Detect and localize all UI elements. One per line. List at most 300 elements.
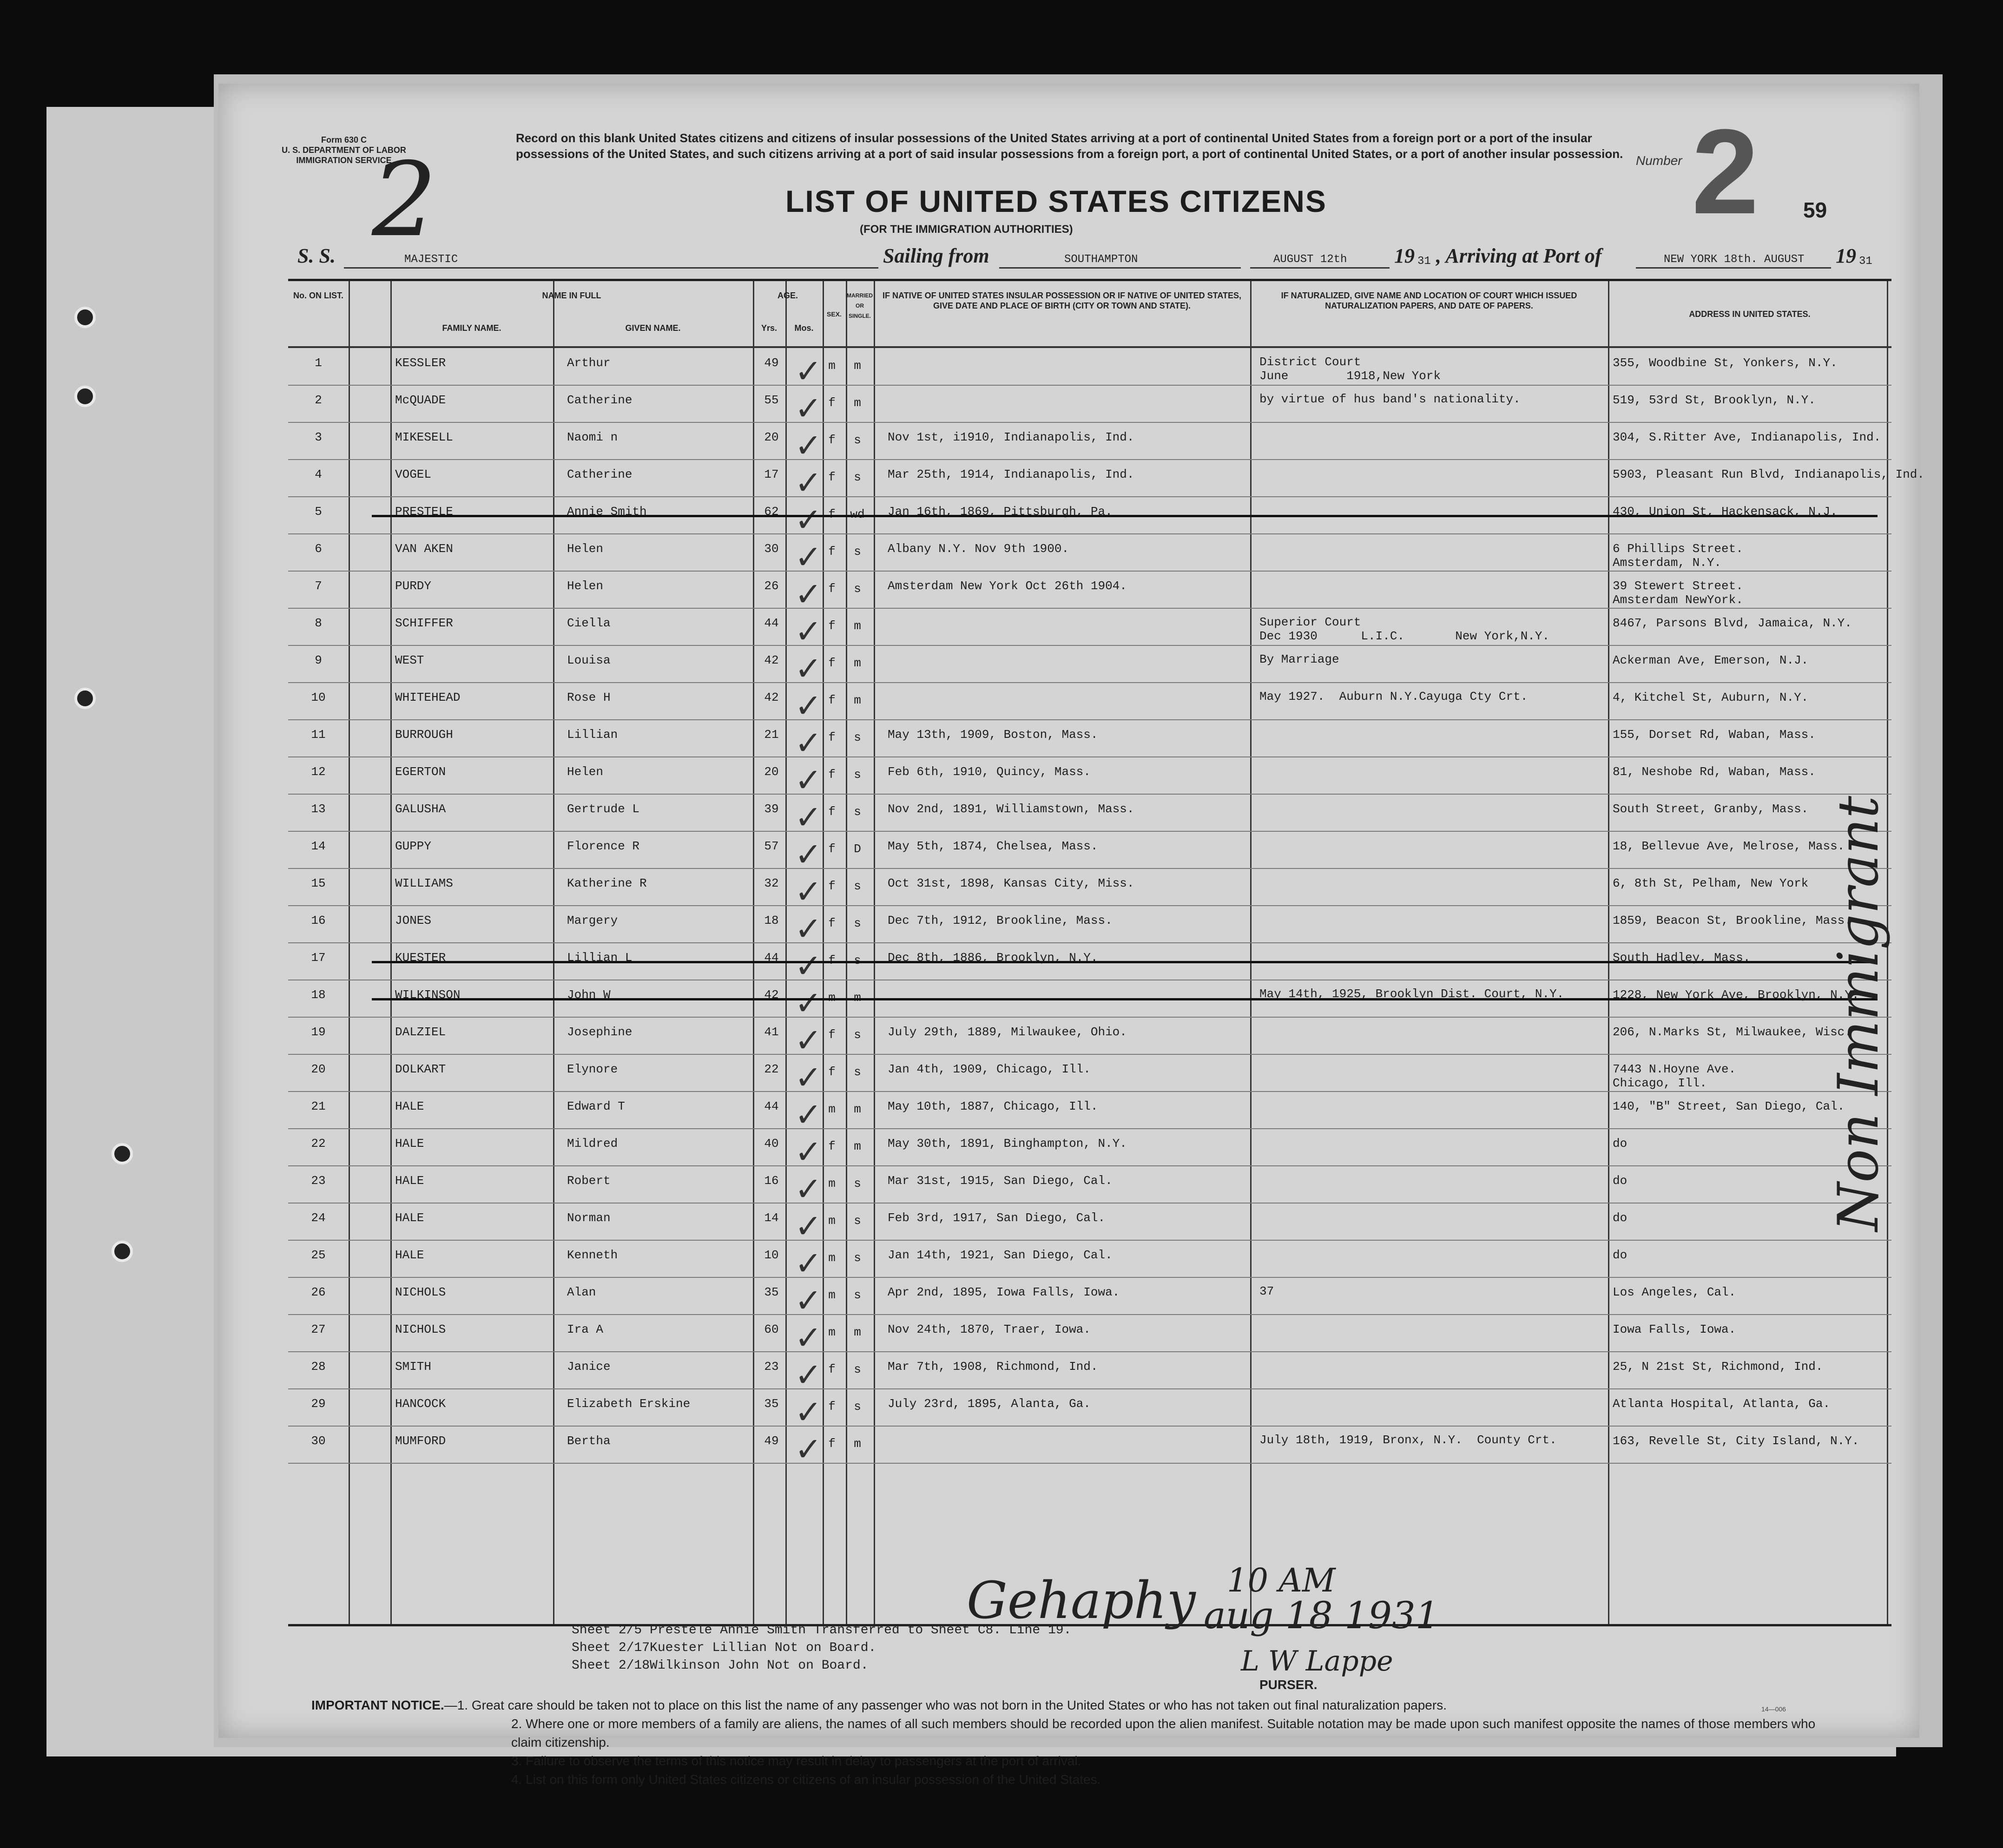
marital-status: s [854,954,861,967]
row-number: 25 [311,1248,326,1262]
us-address: 519, 53rd St, Brooklyn, N.Y. [1613,393,1816,407]
transfer-note: Sheet 2/5 Prestele Annie Smith Transferred to Sheet C8. Line 19. [572,1623,1072,1638]
table-row [288,349,1891,390]
sex: f [828,582,836,596]
check-mark-icon: ✓ [795,761,822,799]
age: 20 [764,765,779,779]
family-name: HALE [395,1211,424,1225]
family-name: DOLKART [395,1062,446,1076]
given-name: Elizabeth Erskine [567,1397,691,1411]
birth-info: Mar 31st, 1915, San Diego, Cal. [888,1174,1113,1188]
record-instructions: Record on this blank United States citizens and citizens of insular possessions of the United States arriving at a port of continental United States from a foreign port or a port of the insular possessions of the United States, and such citizens arriving at a port of said insular possessions from a foreign port, a port of continental United States, or a port of another insular possession. [516,131,1623,161]
year-2: 31 [1859,255,1872,268]
departure-date: AUGUST 12th [1273,253,1347,266]
header-family-name: FAMILY NAME. [442,323,501,333]
marital-status: s [854,1214,861,1228]
birth-info: May 5th, 1874, Chelsea, Mass. [888,839,1098,853]
check-mark-icon: ✓ [795,352,822,390]
form-number: Form 630 C [321,135,367,145]
birth-info: Jan 4th, 1909, Chicago, Ill. [888,1062,1091,1076]
header-married: MARRIED OR SINGLE. [847,292,873,319]
age: 17 [764,467,779,481]
marital-status: s [854,1028,861,1042]
family-name: McQUADE [395,393,446,407]
table-row [288,646,1891,688]
age: 32 [764,876,779,890]
row-number: 24 [311,1211,326,1225]
marital-status: s [854,1251,861,1265]
check-mark-icon: ✓ [795,1430,822,1468]
row-number: 29 [311,1397,326,1411]
age: 60 [764,1322,779,1336]
date-stamp: aug 18 1931 [1204,1594,1439,1637]
marital-status: s [854,1288,861,1302]
age: 49 [764,1434,779,1448]
us-address: 5903, Pleasant Run Blvd, Indianapolis, Ind. [1613,467,1924,481]
binder-hole [74,386,96,407]
check-mark-icon: ✓ [795,724,822,762]
given-name: Josephine [567,1025,633,1039]
age: 35 [764,1285,779,1299]
sex: f [828,768,836,782]
table-row [288,460,1924,502]
header-yrs: Yrs. [761,323,777,333]
marital-status: m [854,991,861,1005]
birth-info: Amsterdam New York Oct 26th 1904. [888,579,1127,593]
birth-info: Mar 25th, 1914, Indianapolis, Ind. [888,467,1134,481]
row-number: 5 [315,505,322,519]
table-row [288,1055,1891,1097]
given-name: Ciella [567,616,611,630]
header-sex: SEX. [827,310,842,318]
check-mark-icon: ✓ [795,1356,822,1394]
us-address: 4, Kitchel St, Auburn, N.Y. [1613,691,1809,704]
age: 44 [764,1099,779,1113]
family-name: VOGEL [395,467,432,481]
check-mark-icon: ✓ [795,501,822,539]
birth-info: Feb 6th, 1910, Quincy, Mass. [888,765,1091,779]
sex: f [828,916,836,930]
family-name: MUMFORD [395,1434,446,1448]
birth-info: May 30th, 1891, Binghampton, N.Y. [888,1137,1127,1151]
strike-through-line [372,998,1878,1000]
row-number: 15 [311,876,326,890]
check-mark-icon: ✓ [795,947,822,985]
row-number: 13 [311,802,326,816]
us-address: 8467, Parsons Blvd, Jamaica, N.Y. [1613,616,1852,630]
family-name: HALE [395,1248,424,1262]
us-address: 6, 8th St, Pelham, New York [1613,876,1809,890]
marital-status: m [854,1139,861,1153]
row-number: 3 [315,430,322,444]
age: 49 [764,356,779,370]
birth-info: Apr 2nd, 1895, Iowa Falls, Iowa. [888,1285,1120,1299]
table-row [288,497,1891,539]
row-number: 30 [311,1434,326,1448]
naturalization-info: 37 [1259,1284,1274,1298]
table-row [288,1389,1891,1431]
us-address: 81, Neshobe Rd, Waban, Mass. [1613,765,1816,779]
age: 57 [764,839,779,853]
marital-status: m [854,693,861,707]
notice-heading: IMPORTANT NOTICE. [311,1698,444,1712]
given-name: Annie Smith [567,505,647,519]
row-number: 6 [315,542,322,556]
given-name: Bertha [567,1434,611,1448]
family-name: VAN AKEN [395,542,453,556]
family-name: NICHOLS [395,1322,446,1336]
check-mark-icon: ✓ [795,798,822,836]
birth-info: Dec 8th, 1886, Brooklyn, N.Y. [888,951,1098,965]
sex: m [828,1214,836,1228]
age: 55 [764,393,779,407]
marital-status: m [854,1102,861,1116]
row-number: 21 [311,1099,326,1113]
family-name: HALE [395,1174,424,1188]
us-address: 39 Stewert Street. Amsterdam NewYork. [1613,579,1743,607]
check-mark-icon: ✓ [795,1133,822,1171]
passenger-table [288,279,1924,1626]
row-number: 2 [315,393,322,407]
given-name: Catherine [567,393,633,407]
purser-signature: L W Lappe [1241,1645,1393,1677]
table-row [288,1427,1891,1468]
family-name: MIKESELL [395,430,453,444]
family-name: EGERTON [395,765,446,779]
family-name: HANCOCK [395,1397,446,1411]
family-name: GALUSHA [395,802,446,816]
table-row [288,1315,1891,1357]
table-row [288,423,1891,465]
given-name: Florence R [567,839,640,853]
check-mark-icon: ✓ [795,1319,822,1357]
sex: f [828,1139,836,1153]
table-row [288,572,1891,613]
check-mark-icon: ✓ [795,1170,822,1208]
header-birth: IF NATIVE OF UNITED STATES INSULAR POSSESSION OR IF NATIVE OF UNITED STATES, GIVE DATE AND PLACE OF BIRTH (CITY OR TOWN AND STATE). [882,291,1242,310]
naturalization-info: July 18th, 1919, Bronx, N.Y. County Crt. [1259,1433,1557,1447]
age: 42 [764,653,779,667]
marital-status: D [854,842,861,856]
sex: f [828,545,836,559]
us-address: 1228, New York Ave, Brooklyn, N.Y. [1613,988,1859,1002]
marital-status: m [854,656,861,670]
sex: m [828,991,836,1005]
sex: f [828,433,836,447]
check-mark-icon: ✓ [795,464,822,502]
birth-info: Nov 24th, 1870, Traer, Iowa. [888,1322,1091,1336]
row-number: 18 [311,988,326,1002]
us-address: 163, Revelle St, City Island, N.Y. [1613,1434,1859,1448]
table-row [288,720,1891,762]
table-row [288,609,1891,651]
age: 40 [764,1137,779,1151]
naturalization-info: May 1927. Auburn N.Y.Cayuga Cty Crt. [1259,690,1528,704]
check-mark-icon: ✓ [795,650,822,688]
check-mark-icon: ✓ [795,1096,822,1134]
us-address: 1859, Beacon St, Brookline, Mass. [1613,914,1852,927]
family-name: WEST [395,653,424,667]
table-row [288,1129,1891,1171]
sex: f [828,954,836,967]
marital-status: s [854,879,861,893]
row-number: 20 [311,1062,326,1076]
age: 42 [764,691,779,704]
family-name: KUESTER [395,951,446,965]
sex: m [828,1325,836,1339]
inspector-signature: Gehaphy [967,1571,1196,1630]
row-number: 12 [311,765,326,779]
given-name: Helen [567,542,604,556]
row-number: 22 [311,1137,326,1151]
age: 10 [764,1248,779,1262]
age: 44 [764,616,779,630]
family-name: WHITEHEAD [395,691,461,704]
us-address: do [1613,1211,1627,1225]
sex: m [828,1288,836,1302]
given-name: Alan [567,1285,596,1299]
table-row [288,1204,1891,1245]
sex: f [828,1362,836,1376]
us-address: 355, Woodbine St, Yonkers, N.Y. [1613,356,1838,370]
age: 20 [764,430,779,444]
sex: f [828,619,836,633]
sex: f [828,396,836,410]
naturalization-info: Superior Court Dec 1930 L.I.C. New York,N.Y. [1259,615,1550,643]
marital-status: s [854,433,861,447]
header-naturalized: IF NATURALIZED, GIVE NAME AND LOCATION OF COURT WHICH ISSUED NATURALIZATION PAPERS, AND DATE OF PAPERS. [1281,291,1577,310]
birth-info: Jan 16th, 1869, Pittsburgh, Pa. [888,505,1113,519]
naturalization-info: by virtue of hus band's nationality. [1259,392,1521,406]
family-name: WILKINSON [395,988,461,1002]
age: 42 [764,988,779,1002]
table-row [288,1018,1891,1059]
us-address: 155, Dorset Rd, Waban, Mass. [1613,728,1816,742]
given-name: Rose H [567,691,611,704]
birth-info: Dec 7th, 1912, Brookline, Mass. [888,914,1113,927]
us-address: Iowa Falls, Iowa. [1613,1322,1736,1336]
transfer-note: Sheet 2/18Wilkinson John Not on Board. [572,1658,869,1673]
check-mark-icon: ✓ [795,1021,822,1059]
row-number: 8 [315,616,322,630]
table-row [288,832,1891,874]
margin-note: Non Immigrant [1826,796,1891,1231]
family-name: PRESTELE [395,505,453,519]
family-name: NICHOLS [395,1285,446,1299]
page-number: 59 [1803,198,1827,222]
notice-item: 2. Where one or more members of a family are aliens, the names of all such members should be recorded upon the alien manifest. Suitable notation may be made upon such manifest opposite the names of those members who claim citizenship. [511,1716,1816,1749]
arriving-label: , Arriving at Port of [1436,244,1602,267]
marital-status: s [854,545,861,559]
sex: f [828,693,836,707]
age: 18 [764,914,779,927]
manifest-sheet [218,84,1924,1787]
binder-hole [74,307,96,328]
sheet-number: 2 [1692,105,1759,239]
strike-through-line [372,961,1878,963]
table-row [288,906,1891,948]
sex: f [828,1400,836,1414]
marital-status: s [854,582,861,596]
given-name: Lillian L [567,951,633,965]
page-subtitle: (FOR THE IMMIGRATION AUTHORITIES) [860,223,1073,236]
marital-status: s [854,916,861,930]
sex: f [828,470,836,484]
given-name: Robert [567,1174,611,1188]
marital-status: m [854,359,861,373]
sex: f [828,507,836,521]
header-given-name: GIVEN NAME. [625,323,681,333]
sex: f [828,1028,836,1042]
family-name: SMITH [395,1360,432,1374]
header-name-in-full: NAME IN FULL [542,291,601,300]
table-row [288,795,1891,836]
marital-status: wd [850,507,865,521]
sex: f [828,1065,836,1079]
header-address: ADDRESS IN UNITED STATES. [1689,309,1811,319]
ss-label: S. S. [297,244,336,267]
header-age: AGE. [777,291,798,300]
row-number: 11 [311,728,326,742]
department: U. S. DEPARTMENT OF LABOR [282,145,406,155]
us-address: Atlanta Hospital, Atlanta, Ga. [1613,1397,1831,1411]
table-row [288,757,1891,799]
table-row [288,1166,1891,1208]
age: 35 [764,1397,779,1411]
age: 16 [764,1174,779,1188]
given-name: Edward T [567,1099,625,1113]
important-notice: IMPORTANT NOTICE.—1. Great care should be taken not to place on this list the name of any passenger who was not born in the United States or who has not taken out final naturalization papers. 2. Where one or more members of a family are aliens, the names of all such members should be recorded upon the alien manifest. Suitable notation may be made upon such manifest opposite the names of those members who claim citizenship. 3. Failure to observe the terms of this notice may result in delay to passengers at the port of arrival. 4. List on this form only United States citizens or citizens of an insular possession of the United States. [311,1696,1845,1789]
marital-status: s [854,1065,861,1079]
sex: f [828,656,836,670]
given-name: Norman [567,1211,611,1225]
marital-status: m [854,1325,861,1339]
transfer-note: Sheet 2/17Kuester Lillian Not on Board. [572,1641,876,1655]
check-mark-icon: ✓ [795,873,822,911]
us-address: 304, S.Ritter Ave, Indianapolis, Ind. [1613,430,1881,444]
age: 62 [764,505,779,519]
birth-info: May 10th, 1887, Chicago, Ill. [888,1099,1098,1113]
check-mark-icon: ✓ [795,612,822,651]
sex: m [828,1177,836,1190]
check-mark-icon: ✓ [795,835,822,874]
year-prefix-1: 19 [1394,244,1415,267]
row-number: 26 [311,1285,326,1299]
row-number: 9 [315,653,322,667]
us-address: 7443 N.Hoyne Ave. Chicago, Ill. [1613,1062,1736,1090]
us-address: South Street, Granby, Mass. [1613,802,1809,816]
given-name: Elynore [567,1062,618,1076]
given-name: Margery [567,914,618,927]
notice-item: 3. Failure to observe the terms of this notice may result in delay to passengers at the port of arrival. [511,1754,1081,1768]
check-mark-icon: ✓ [795,1207,822,1245]
sex: m [828,359,836,373]
age: 14 [764,1211,779,1225]
family-name: KESSLER [395,356,446,370]
departure-port: SOUTHAMPTON [1064,253,1138,266]
marital-status: s [854,730,861,744]
check-mark-icon: ✓ [795,389,822,427]
marital-status: s [854,768,861,782]
table-row [288,1352,1891,1394]
given-name: Lillian [567,728,618,742]
table-row [288,1241,1891,1282]
given-name: Catherine [567,467,633,481]
given-name: Janice [567,1360,611,1374]
marital-status: s [854,805,861,819]
us-address: South Hadley, Mass. [1613,951,1751,965]
table-row [288,943,1891,985]
strike-through-line [372,515,1878,517]
birth-info: Albany N.Y. Nov 9th 1900. [888,542,1069,556]
family-name: SCHIFFER [395,616,453,630]
check-mark-icon: ✓ [795,1393,822,1431]
age: 39 [764,802,779,816]
service: IMMIGRATION SERVICE [296,156,392,165]
family-name: WILLIAMS [395,876,453,890]
age: 22 [764,1062,779,1076]
marital-status: s [854,1362,861,1376]
naturalization-info: District Court June 1918,New York [1259,355,1441,383]
row-number: 1 [315,356,322,370]
row-number: 17 [311,951,326,965]
sailing-label: Sailing from [883,244,989,267]
us-address: do [1613,1137,1627,1151]
marital-status: s [854,1400,861,1414]
us-address: 206, N.Marks St, Milwaukee, Wisc. [1613,1025,1852,1039]
purser-label: PURSER. [1259,1677,1318,1692]
header-no: No. ON LIST. [293,291,343,300]
family-name: BURROUGH [395,728,453,742]
sex: f [828,1437,836,1451]
us-address: do [1613,1248,1627,1262]
marital-status: m [854,1437,861,1451]
us-address: 6 Phillips Street. Amsterdam, N.Y. [1613,542,1743,570]
family-name: JONES [395,914,432,927]
check-mark-icon: ✓ [795,1244,822,1282]
table-row [288,386,1891,427]
check-mark-icon: ✓ [795,575,822,613]
row-number: 14 [311,839,326,853]
check-mark-icon: ✓ [795,910,822,948]
table-row [288,1092,1891,1134]
given-name: Helen [567,765,604,779]
marital-status: m [854,619,861,633]
sex: f [828,879,836,893]
birth-info: Mar 7th, 1908, Richmond, Ind. [888,1360,1098,1374]
given-name: Katherine R [567,876,647,890]
birth-info: Oct 31st, 1898, Kansas City, Miss. [888,876,1134,890]
birth-info: Nov 2nd, 1891, Williamstown, Mass. [888,802,1134,816]
us-address: Los Angeles, Cal. [1613,1285,1736,1299]
row-number: 23 [311,1174,326,1188]
table-row [288,534,1891,576]
age: 26 [764,579,779,593]
age: 30 [764,542,779,556]
us-address: 18, Bellevue Ave, Melrose, Mass. [1613,839,1845,853]
row-number: 7 [315,579,322,593]
birth-info: July 23rd, 1895, Alanta, Ga. [888,1397,1091,1411]
sex: f [828,842,836,856]
year-prefix-2: 19 [1836,244,1856,267]
family-name: HALE [395,1137,424,1151]
binder-hole [112,1143,133,1164]
check-mark-icon: ✓ [795,687,822,725]
marital-status: s [854,470,861,484]
sex: m [828,1251,836,1265]
naturalization-info: May 14th, 1925, Brooklyn Dist. Court, N.Y. [1259,987,1564,1001]
age: 41 [764,1025,779,1039]
